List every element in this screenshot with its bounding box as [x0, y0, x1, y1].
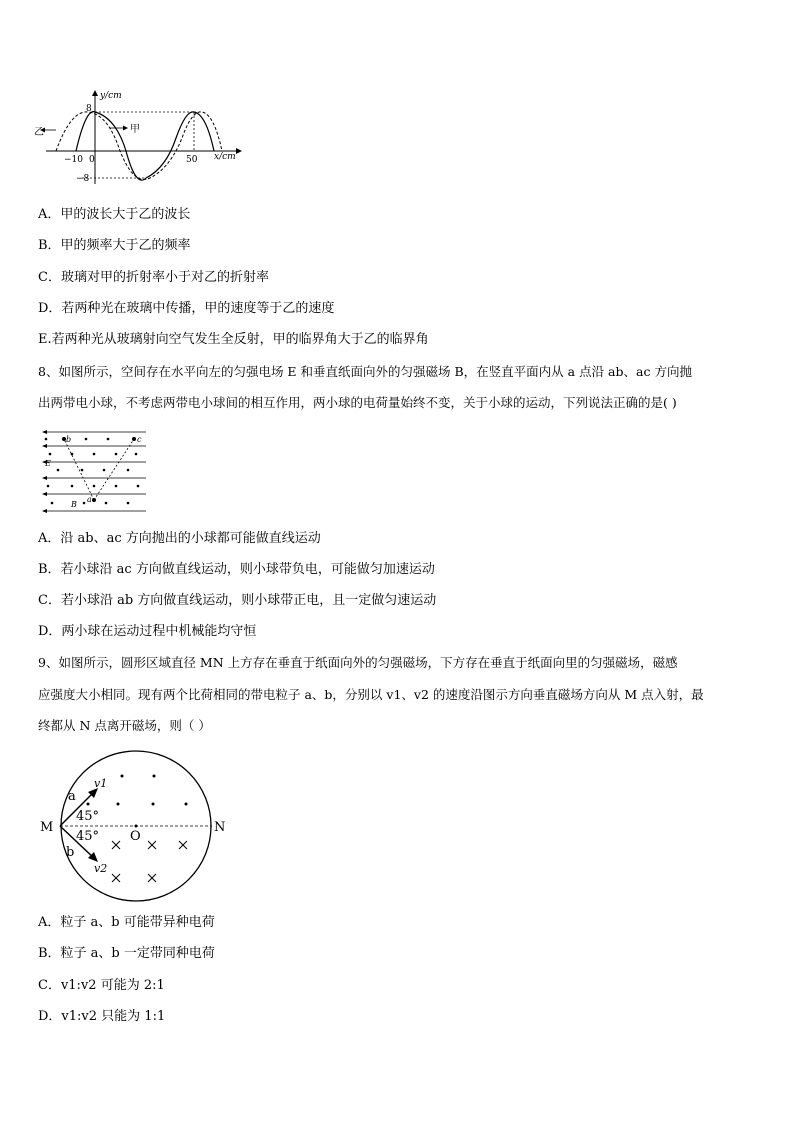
- q8-option-c: C．若小球沿 ab 方向做直线运动，则小球带正电，且一定做匀速运动: [38, 593, 437, 608]
- field-b-label: B: [71, 500, 77, 509]
- label-yi: 乙: [34, 127, 44, 138]
- q9-stem-line3: 终都从 N 点离开磁场，则（ ）: [38, 718, 211, 733]
- q7-option-e: E.若两种光从玻璃射向空气发生全反射，甲的临界角大于乙的临界角: [38, 332, 429, 347]
- field-e-label: E: [45, 459, 51, 468]
- q7-option-d: D．若两种光在玻璃中传播，甲的速度等于乙的速度: [38, 301, 335, 316]
- velocity-v2-label: v2: [94, 862, 108, 875]
- q9-option-d: D．v1:v2 只能为 1:1: [38, 1009, 166, 1024]
- angle-upper-label: 45°: [76, 809, 100, 824]
- q7-option-c: C．玻璃对甲的折射率小于对乙的折射率: [38, 270, 269, 285]
- q8-option-b: B．若小球沿 ac 方向做直线运动，则小球带负电，可能做匀加速运动: [38, 562, 435, 577]
- q8-option-d: D．两小球在运动过程中机械能均守恒: [38, 624, 257, 639]
- angle-lower-label: 45°: [76, 829, 100, 844]
- field-figure: [38, 428, 150, 518]
- x-axis-label: x/cm: [214, 152, 236, 162]
- y-axis-label: y/cm: [100, 91, 122, 101]
- q8-stem-line1: 8、如图所示，空间存在水平向左的匀强电场 E 和垂直纸面向外的匀强磁场 B，在竖直平面内从 a 点沿 ab、ac 方向抛: [38, 364, 692, 379]
- tick-neg10: −10: [64, 155, 83, 165]
- center-o-label: O: [130, 829, 141, 844]
- particle-a-label: a: [68, 789, 76, 804]
- point-a-label: a: [87, 495, 92, 504]
- label-jia: 甲: [130, 124, 140, 135]
- q8-option-a: A．沿 ab、ac 方向抛出的小球都可能做直线运动: [38, 531, 321, 546]
- q7-option-b: B．甲的频率大于乙的频率: [38, 238, 191, 253]
- q9-option-a: A．粒子 a、b 可能带异种电荷: [38, 915, 215, 930]
- circle-field-figure: [38, 754, 238, 904]
- wave-figure: [36, 88, 246, 188]
- q8-stem-line2: 出两带电小球，不考虑两带电小球间的相互作用，两小球的电荷量始终不变，关于小球的运动，下列说法正确的是( ): [38, 395, 677, 410]
- q9-option-c: C．v1:v2 可能为 2:1: [38, 978, 165, 993]
- tick-0: 0: [89, 155, 95, 165]
- point-n-label: N: [214, 820, 226, 835]
- tick-neg8: −8: [76, 174, 90, 184]
- particle-b-label: b: [66, 845, 75, 860]
- point-m-label: M: [40, 820, 54, 835]
- q9-stem-line2: 应强度大小相同。现有两个比荷相同的带电粒子 a、b，分别以 v1、v2 的速度沿图示方向垂直磁场方向从 M 点入射，最: [38, 687, 704, 702]
- tick-50: 50: [186, 155, 198, 165]
- q9-stem-line1: 9、如图所示，圆形区域直径 MN 上方存在垂直于纸面向外的匀强磁场，下方存在垂直于纸面向里的匀强磁场，磁感: [38, 655, 678, 670]
- q7-option-a: A．甲的波长大于乙的波长: [38, 207, 191, 222]
- velocity-v1-label: v1: [94, 777, 108, 790]
- q9-option-b: B．粒子 a、b 一定带同种电荷: [38, 946, 215, 961]
- point-b-label: b: [66, 435, 72, 444]
- point-c-label: c: [137, 435, 142, 444]
- tick-8: 8: [86, 104, 92, 114]
